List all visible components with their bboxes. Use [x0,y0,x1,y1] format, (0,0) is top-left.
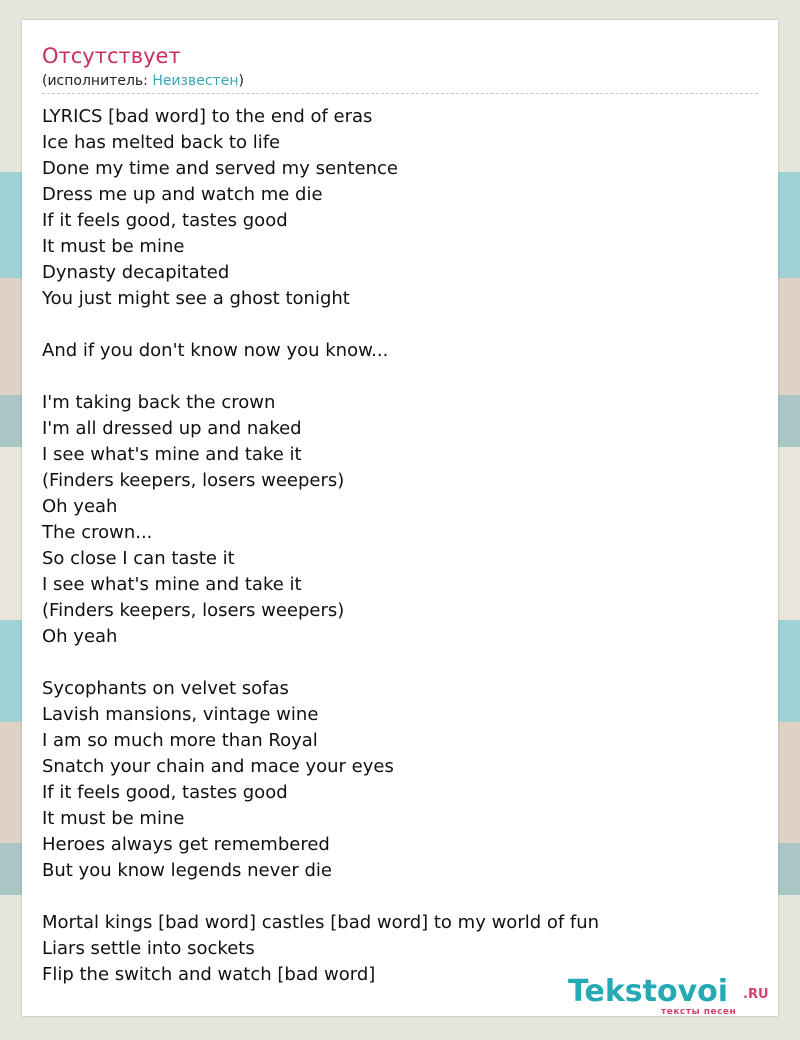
lyrics-line: Flip the switch and watch [bad word] [42,964,376,985]
lyrics-line: If it feels good, tastes good [42,210,288,231]
lyrics-line: Dynasty decapitated [42,262,230,283]
lyrics-line: I'm taking back the crown [42,392,276,413]
lyrics-line: I am so much more than Royal [42,730,318,751]
lyrics-line: (Finders keepers, losers weepers) [42,470,345,491]
lyrics-line: Oh yeah [42,626,118,647]
artist-link[interactable]: Неизвестен [152,73,239,89]
lyrics-text [42,104,599,988]
lyrics-line: But you know legends never die [42,860,332,881]
artist-prefix: (исполнитель: [42,73,153,89]
title-divider [42,93,758,94]
lyrics-line: Done my time and served my sentence [42,158,398,179]
lyrics-blank-line [42,884,599,910]
lyrics-line: It must be mine [42,808,185,829]
logo-subtitle: тексты песен [661,1007,737,1017]
lyrics-line: (Finders keepers, losers weepers) [42,600,345,621]
song-title: Отсутствует [42,44,181,68]
lyrics-blank-line [42,312,599,338]
logo-domain: .RU [743,987,769,1002]
lyrics-line: If it feels good, tastes good [42,782,288,803]
lyrics-line: The crown... [42,522,153,543]
lyrics-line: Mortal kings [bad word] castles [bad word] to my world of fun [42,912,600,933]
artist-line [42,72,244,90]
lyrics-line: I'm all dressed up and naked [42,418,302,439]
site-logo[interactable] [568,974,778,1022]
lyrics-blank-line [42,650,599,676]
lyrics-blank-line [42,364,599,390]
lyrics-line: Oh yeah [42,496,118,517]
lyrics-line: I see what's mine and take it [42,574,302,595]
lyrics-line: I see what's mine and take it [42,444,302,465]
lyrics-line: Heroes always get remembered [42,834,330,855]
lyrics-line: Dress me up and watch me die [42,184,323,205]
lyrics-line: So close I can taste it [42,548,235,569]
lyrics-card [22,20,778,1016]
artist-suffix: ) [238,73,244,89]
logo-wordmark: Tekstovoi [568,974,729,1009]
lyrics-line: And if you don't know now you know... [42,340,389,361]
lyrics-line: You just might see a ghost tonight [42,288,350,309]
lyrics-line: Liars settle into sockets [42,938,255,959]
lyrics-line: Ice has melted back to life [42,132,281,153]
lyrics-line: LYRICS [bad word] to the end of eras [42,106,373,127]
lyrics-line: Snatch your chain and mace your eyes [42,756,394,777]
lyrics-line: It must be mine [42,236,185,257]
lyrics-line: Sycophants on velvet sofas [42,678,289,699]
lyrics-line: Lavish mansions, vintage wine [42,704,319,725]
